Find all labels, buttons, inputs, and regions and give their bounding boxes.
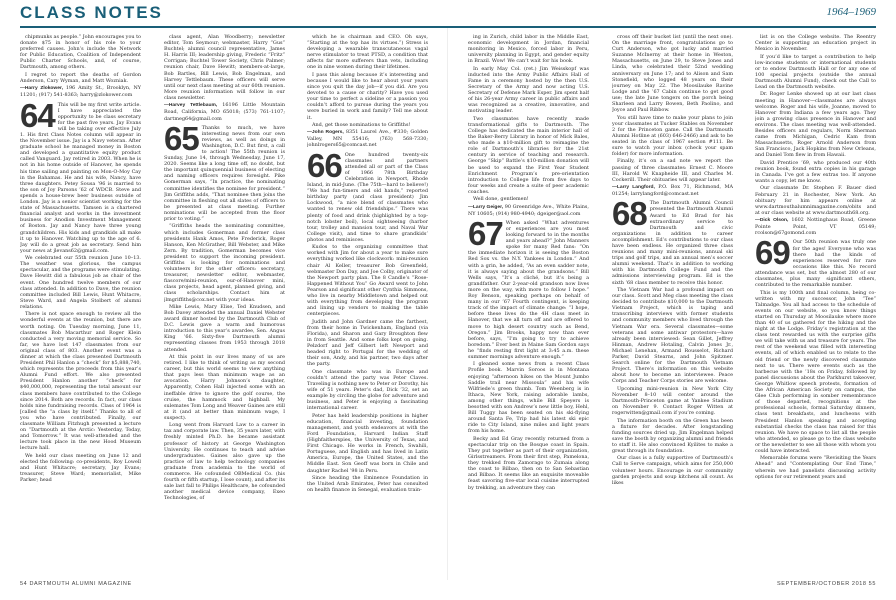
paragraph: David Prentice ’69, who produced our 40th reunion book, found extra copies in his garage in Canada. I’ve got a few extras too. If anyone wants a copy, let me know. xyxy=(755,159,876,185)
paragraph: “Griffiths heads the nominating committee, which includes Gomerman and former class presidents Hank Amos, Pete Frederick, Roger Hanson, Ken McGrather, Bill Webster, and Mike Zern. By tradition, Gomerman becomes vice president to support the incoming president. Griffiths is looking for nominations and volunteers for the other officers: secretary, treasurer, newsletter editor, webmaster, fiascore/mini-reunion, our-of-Hanover mini, class projects, head agent, planned giving, and class scholarships. Contact him at jlmgriffiths@cox.net with your ideas. xyxy=(164,223,285,303)
paragraph-text: The Dartmouth Alumni Council presented the Dartmouth Alumni Award to Ed Brad for his extraordinary service to Dartmouth and civic organizations in addition to career accomplishment. Ed’s contributions to our class have been endless. He organized three class reunions and many mini-reunions, annual ski trips and golf trips, and an annual men’s soccer alumni weekend. That’s in addition to working with his Dartmouth College Fund and the admissions interviewing program. Ed is the sixth ’68 class member to receive this honor. xyxy=(612,200,733,286)
paragraph: Our classmate Dr. Stephen F. Bauer died February 21 in Rochester, New York. An obituary for him appears online at www.dartmouthalumnimagazine.com/obits and at our class website at www.dartmouth68.org. xyxy=(755,185,876,216)
paragraph: We held our class meeting on June 12 and elected the following: co-presidents, Roy Lowell and Hunt Whitacre; secretary, Jay Evans; treasurer, Steve Ward; memorialist, Mike Parker; head xyxy=(20,452,141,484)
paragraph: Two classmates have recently made transformational gifts to Dartmouth. The College has dedicated the main interior hall of the Baker-Berry Library in honor of Mick Bales, who made a $10-million gift to reimagine the role of Dartmouth’s libraries for the 21st century in service of teaching and research. George “Skip” Battle’s $10-million donation will be used to expand the First Year Student Enrichment Program’s pre-orientation introduction to College life from five days to four weeks and create a suite of peer academic coaches. xyxy=(468,115,589,195)
paragraph: I gleaned some news from a recent Class Profile book. Marvin Soroos is in Montana enjoying “afternoon hikes on the Mount Jumbo Saddle trail near Missoula” and his wife Wilfriede’s green thumb. Tom Weenberg is in Ithaca, New York, raising adorable lambs, among other things, while Bill Speyers is besotted with son Andrew’s new little boy, Hehl, Bill Tuggy has been seated on his ski-flying around Santa Fe, Trip had his latest ski epic ride to City Island, nine miles and light years from his home. xyxy=(468,361,589,435)
class-year-number: 68 xyxy=(612,195,647,233)
secretary-name: —Harry Zlokower, xyxy=(20,86,63,92)
secretary-signoff xyxy=(307,129,428,148)
class-year-entry xyxy=(468,214,589,360)
paragraph: Since heading the Eminence Foundation in the United Arab Emirates, Peter has consulted on health finance in Senegal, evaluation train- xyxy=(307,474,428,494)
secretary-contact: 8351 Laurel Ave., #330; Golden Valley, MN 55416; (763) 568-7330; johnlrogers65@comcast.net xyxy=(307,129,428,149)
paragraph: And, get those nominations to Griffiths! xyxy=(312,121,411,128)
header-rule xyxy=(20,26,876,28)
paragraph: I regret to report the deaths of Gordon Anderson, Cary Wyman, and Matt Wozniak. xyxy=(20,71,141,84)
paragraph: Our class is a fully supportive of Dartmouth’s Call to Serve campaign, which aims for 250,000 volunteer hours. Encourage in our community garden projects and soup kitchens all count. As likes xyxy=(612,455,733,486)
paragraph: list is on the College website. The Reentry Center is supporting an education project in Mexico in November. xyxy=(755,34,876,53)
paragraph-text: Thanks to much, we have interesting news from our own reviews, as well as doings in Washington, D.C. But first, a call to action! The 55th reunion is Sunday, June 14, through Wednesday, June 17, 2020. Seems like a long time off, no doubt, but the important quinquennial business of electing and naming officers requires foresight. Pike Gomerman says, “In practice, the nominating committee identifies the nominee for president.” Jim Griffiths adds, “That nominee then joins the committee in fleshing out all slates of officers to be presented at class meeting. Further nominations will be accepted from the floor prior to voting.” xyxy=(164,124,285,223)
text-column-6 xyxy=(755,34,876,574)
paragraph: The Vietnam War had a profound impact on our class. Scott and Meg class meeting the class decided to contribute $10,000 to the Dartmouth Vietnam Project, which is taping and transcribing interviews with former students and community members who lived through the Vietnam War era. Several classmates—some veterans and some antiwar protestors—have already been interviewed: Sean Gillet, Jeffrey Hinman, Andrew Hotaling, Calvin Jones Jr., Michael Lenehan, Armand Rousselot, Richard Parker, David Stearns, and John Spitzner. Search online for the Dartmouth Vietnam Project. There’s information on this website about how to become an interviewee. Peace Corps and Teacher Corps stories are welcome. xyxy=(612,286,733,385)
secretary-contact: 16196 Little Mountain Road, California, MO 65018; (573) 761-1107; dartmeg64@gmail.com xyxy=(164,102,285,122)
secretary-name: —Larry Langford, xyxy=(612,185,655,191)
paragraph: class agent, Alan Woodberry; newsletter editor, Tom Seymour; webmaster, Harry “Gus” Buchtel; alumni council representative, James H. Harris III; leadership giving, Frederic “Fritz” Corrigan; Buchtel Tower Society, Chris Palmer; reunion chair, Dave Hewitt; members-at-large, Bob Bartles, Bill Lewis, Bob Engelman, and Harvey Tettlebaum. These officers will serve until our next class meeting at our 60th reunion. More reunion information will follow in our class newsletter. xyxy=(164,34,285,101)
paragraph: Memorable forums were “Revisiting the Years Ahead” and “Contemplating Our End Time,” wherein we had panelists discussing activity options for our retirement years and xyxy=(755,455,876,480)
paragraph-text: When asked “What adventures or experiences are you most looking forward to in the months and years ahead?” John Manners spoke for many Red fans: “On the immediate horizon it is seeing the Boston Red Sox vs. the N.Y. Yankees in London.” And with a grin, he added, “As an even sadder note, it is always saying about the grandsons.” Bill Wells says, “It’s a cliché, but it’s being a grandfather. Our 2-year-old grandson now lives more on the way, with more to follow I hope.” Roy Benson, speaking perhaps on behalf of many in our ’67 Fourth contingent, is keeping track of the impact of climate change: “I hope, before these lives do the 4H class meet in Hanover, that we all turn off and are offered to move to high desert country such as Bend, Oregon.” Jim Brooks, happy now than ever before, says, “I’m going to try to achieve boredom.” Ever best in Maine Sam Gordon says he “finds resting first light at 3:45 a.m. these summer mornings adventure enough.” xyxy=(468,219,589,360)
paragraph: chipmunks as people.” John encourages you to donate $75 in honor of his role to your preferred causes. John’s include the Network for Public Education, Coalition of Independent Public Charter Schools, and, of course, Dartmouth, among others. xyxy=(20,34,141,71)
secretary-signoff xyxy=(612,184,733,197)
paragraph: Peter has held leadership positions in higher education, financial investing, foundation management, and youth endeavors at with the Ford Foundation, Harvard Indian Staff (Highfaitherspies, the University of Texas, and First Chicago. He works in French, Swahili, Portuguese, and English and has lived in Latin America, Europe, the United States, and the Middle East. Son Geoff was born in Chile and daughter Rachel ’98 in Peru. xyxy=(307,412,428,474)
paragraph: Finally, it’s on a sad note we report the passing of three classmates: Ernest C. Moore III, Harold W. Knapheide III, and Charles M. Cockerill. Their obituaries will appear later. xyxy=(612,158,733,183)
footer-right: SEPTEMBER/OCTOBER 2018 55 xyxy=(777,581,876,587)
paragraph: Dr. Roger Lenke showed up at our last class meeting in Hanover—classmates are always welcome. Roger and his wife, Joanne, moved to Hanover from Indiana a few years ago. They join a growing class presence in Hanover and environs. The class meeting was well-attended. Besides officers and regulars, Norm Sherman came from Michigan, Cedric Kam from Massachusetts, Roger Arnold Anderson from San Francisco, Jack Hopkins from New Orleans, and Daniel Tom flew in from Hawaii. xyxy=(755,91,876,159)
paragraph: If you’d like to target a contribution to help low-income students or international students or to endow Dartmouth Hall or for any one of 100 special projects (outside the annual Dartmouth Alumni Fund), check out the Call to Lead on the Dartmouth website. xyxy=(755,53,876,91)
paragraph: Well done, gentlemen! xyxy=(473,196,529,203)
paragraph-text: Our 50th reunion was truly one for the ages! Everyone who was there had the kinds of experiences reserved for rare occasions like this. No record attendance was set, but the almost 280 of our classmates, plus many significant others, contributed to the remarkable number. xyxy=(755,239,876,289)
secretary-signoff xyxy=(20,85,141,98)
paragraph: Upcoming mini-reunion in New York City November 8–10 will center around the Dartmouth-Princeton game at Yankee Stadium on November 9. Contact Roger Witten at rogerwitten@gmail.com if you’re coming. xyxy=(612,385,733,417)
secretary-contact: 90 Greenridge Ave., White Plains, NY 10605; (914) 980-4940; dgeiger@aol.com xyxy=(468,203,589,217)
text-column-5 xyxy=(612,34,733,574)
paragraph: ing in Zurich, child labor in the Middle East, economic development in Jordan, financial monitoring in Mexico, forced labor in Peru, university planning in Egypt, and gender equity in Brazil. Wow! We can’t wait for his book. xyxy=(468,34,589,65)
class-year-entry xyxy=(612,195,733,286)
paragraph: There is not space enough to review all the wonderful events at the reunion, but there are worth noting. On Tuesday morning, June 11, classmates Bob Macarthur and Roger Klein conducted a very moving memorial service. So far, we have lost 147 classmates from our original class of 803. Another event was a dinner at which the class presented Dartmouth President Phil Hanlon a “check” for $5,888,740, which represents the proceeds from this year’s Alumni Fund effort. We also presented President Hanlon another “check” for $40,000,000, representing the total amount our class members have contributed to the College since 2014. Both are records. In fact, our class holds nine fundraising records. Class of 1964 is [called the “a class by itself.” Thanks to all of you who have contributed. Finally, our classmate William Fitzhugh presented a lecture on “Dartmouth at the Arctic: Yesterday, Today, and Tomorrow.” It was well-attended and the lecture took place in the new Hood Museum lecture hall. xyxy=(20,311,141,452)
class-year-number: 64 xyxy=(20,96,55,134)
secretary-signoff xyxy=(164,102,285,121)
paragraph: Kudos to the organizing committee that worked with Jim for about a year to make sure everything worked like clockwork: mini-reunion chair Al Keller, treasurer Bob Greenfield, webmaster Don Day, and Joe Colby, originator of the Newport party plan. The 8 Candle’s “Rose-Happened Without You” Go Award went to John Pearson and significant other Cynthia Simmons, who live in nearby Middletown and helped out with everything from developing the program and lining up vendors to making the table centerpieces. xyxy=(307,244,428,318)
class-year-entry xyxy=(164,119,285,223)
paragraph: Mike Lewis, Mary Elise, Ted Knudsen, and Bob Davey attended the annual Daniel Webster award dinner hosted by the Dartmouth Club of D.C. Lewis gave a warm and humorous introduction to this year’s awardee, Sen. Angus King ’66. Sixty-five Dartmouth alumni representing classes from 1953 through 2018 attended. xyxy=(164,303,285,353)
paragraph: We celebrated our 55th reunion June 10–13. The weather was glorious, the campus spectacular, and the programs were stimulating. Dave Hewitt did a fabulous job as chair of the event. One hundred twelve members of our class attended. In addition to Dave, the reunion committee included Bill Lewis, Hunt Whitacre, Steve Ward, and Angela Stolbert of alumni relations. xyxy=(20,255,141,310)
paragraph: which he is chairman and CEO. Oh says, “Starting at the top has its virtues.”) Stress is developing a wearable transcutaneous vagal nerve stimulator to treat PTSD, a condition that affects far more sufferers than vets, including one in nine women during their lifetimes. xyxy=(307,34,428,71)
secretary-contact: 196 Amity St., Brooklyn, NY 11201; (917) 541-8363; harry@zlokower.com xyxy=(20,85,141,99)
text-column-2 xyxy=(164,34,285,574)
paragraph: Long went from Harvard Law to a career in tax and corporate law. Then, 35 years later, with freshly minted Ph.D. he became assistant professor of history at George Washington University. He continues to teach and advise undergraduates. Gaines also gave up the practice of law to help technology companies graduate from academia to the world of commerce. He cofounded OBMedical Co. (his fourth or fifth startup, I lose count), and after its sale last fall to Philips Healthcare, he cofounded another medical device company, Exeo Technologies, of xyxy=(164,422,285,502)
secretary-name: —John Rogers, xyxy=(307,130,344,136)
text-column-1 xyxy=(20,34,141,574)
class-year-number: 65 xyxy=(164,119,199,157)
paragraph: One classmate who was in Europe and couldn’t attend the party was Peter Claves. Traveling is nothing new to Peter or Dorothy, his wife of 51 years. Peter’s dad, Dick ’32, set an example by circling the globe for adventure and business, and Peter is enjoying a fascinating international career. xyxy=(307,368,428,412)
secretary-signoff xyxy=(468,204,589,217)
class-years-range: 1964–1969 xyxy=(826,6,876,18)
secretary-contact: P.O. Box 71, Richmond, MA 01254; larrylangford@comcast.net xyxy=(612,184,733,198)
secretary-name: —Larry Geiger, xyxy=(468,204,504,210)
class-year-entry xyxy=(307,146,428,243)
class-year-entry xyxy=(20,96,141,254)
text-column-4 xyxy=(468,34,589,574)
paragraph-text: This will be my first write article. I have appreciated the opportunity to be class secretary for the past five years. Jay Evans will be taking over effective July 1. His first Class Notes column will appear in the November issue. Jay is a Navy veteran. After graduate school he managed money in Boston and developed a quantitative equity product called Vanguard. Jay retired in 2003. When he is not in his home outside of Hanover, he spends his time sailing and painting on Mon-O-Moy Cay in the Bahamas. He and his wife, Nancy, have three daughters. Petey Sousa ’96 is married to the son of Joy Parsons ’62 of WDCB. Steve and spends a house-brew beer business outside of London. Jay is a senior scientist working for the state of Massachusetts. Tamsen is a chartered financial analyst and works in the investment business for Anodion Investment Management of Boston. Jay and Nancy have three young grandchildren. His kids and grandkids all make it up to Hanover. Watching up to the age of 6. Jay will do a great job as secretary. Send him your news at jlevans62@gmail.com. xyxy=(20,101,141,254)
paragraph: Judith and John Gardner came the farthest, from their home in Twickenham, England (via Florida), and Sharon and Gary Broughton flew in from Seattle. And some folks kept on going. Pelzdorf and Jeff Gilbert left Newport and headed right to Portugal for the wedding of their son, Andy, and his partner, two days after the party. xyxy=(307,318,428,368)
paragraph: This is my 100th and final column, being co-written with my successor, John “Tee” Talmadge. You all had access to the schedule of events on our website, so you know things started on Thursday at Moosilauke where more than 40 of us gathered for the hiking and the night at the Lodge. Friday’s registration at the class tent rewarded us with the surprise gifts we will take with us and treasure for years. The rest of the weekend was filled with interesting events, all of which enabled us to relate to the old friend or the newly discovered classmate next to us. There were events such as the barbecue with the ’18s on Friday, followed by panel discussions about the Parkhurst takeover, George Whitlow speech protests, formation of the African American Society on campus, the Glee Club performing in somber remembrance of those departed, recognitions at the professional schools, formal Saturday dinners, class tent breakfasts, and luncheons with President Hanlon speaking and accepting substantial checks the class has raised for this reunion. We have no space to list all the people who attended, so please go to the class website or the newsletter to see all those with whom you could have interacted. xyxy=(755,289,876,454)
page-gutter xyxy=(447,28,448,580)
secretary-contact: 1602 Nottinghaus Road, Greene Pointe Point, VT 05149; rcolson@67gomond.com xyxy=(755,217,876,237)
footer-left: 54 DARTMOUTH ALUMNI MAGAZINE xyxy=(20,581,132,587)
paragraph: cross off their bucket list (until the next one). On the marriage front, congratulations go to Curt Anderson, who got lucky and married Suzanne McInerny at their home in Weston, Massachusetts, on June 29, to Steve Jones and Linda, who celebrated their 52nd wedding anniversary on June 17; and to Alison and Sam Stonefield, who logged 48 years on their journey on May 22. The Moosilauke Ravine Lodge and the ’67 Cabin continue to get good use; the late June tongers on the porch being Sharleen and Larry Bowen, Beth Paolino, and Joyce and Paul Ribbow. xyxy=(612,34,733,114)
paragraph: Becky and Ed Gray recently returned from a spectacular trip on the Bosque coast in Spain. They put together as part of their organization, Girlsstreamers. From their first step, Pamelona, they trekked from Zamorago to Zumaia along the coast to Bilbao, then on to San Sebastian and Bilbao. It seems like an exquisite moveable feast savoring five-star local cuisine interrupted by trekking, an adventure they can xyxy=(468,435,589,491)
class-year-entry xyxy=(755,234,876,289)
section-title: CLASS NOTES xyxy=(20,3,163,22)
paragraph: In early May Col. (ret.) Jim Weisskopf was inducted into the Army Public Affairs Hall of Fame in a ceremony hosted by the then U.S. Secretary of the Army and now acting U.S. Secretary of Defense Mark Esper. Jim spent half of his 26-year Army career in public affairs and was recognized as a creative, innovative, and motivating leader. xyxy=(468,65,589,115)
paragraph: I pass this along because it’s interesting and because I would like to hear about your years since you quit the day job—if you did. Are you devoted to a cause or charity? Have you used your time to perfect a sideline or a passion you couldn’t afford to pursue during the years you were buried in work and family? Tell me about it. xyxy=(307,71,428,121)
paragraph: The information booth on the Green has been a fixture for decades. After longstanding funding sources dried up, Jim Engelman helped save the booth by organizing alumni and friends to staff it. He also convinced Kyilites to make a great through its foundation. xyxy=(612,417,733,454)
text-column-3 xyxy=(307,34,428,574)
class-year-number: 67 xyxy=(468,214,503,252)
paragraph-text: One hundred twenty-six classmates and partners attended all or part of the Class of 1966 78th Birthday Celebration in Newport, Rhode Island, in mid-June. (The 75th—hard to believe!) “We had fun-timers and old hands,” reported birthday party (and class president) Jim Lockwood, “a nice blend of classmates who wanted to renew old friendships.” There was plenty of food and drink (highlighted by a top-notch lobster boil), local sightseeing (harbor tour, trolley and mansion tour, and Naval War College visit), and time to share grandkids’ photos and reminisces. xyxy=(307,151,428,243)
secretary-name: —Harvey Tettlebaum, xyxy=(164,103,218,109)
class-year-number: 69 xyxy=(755,234,790,272)
page-header xyxy=(0,0,896,34)
class-year-number: 66 xyxy=(307,146,342,184)
secretary-name: —Dick Olson, xyxy=(755,218,789,224)
paragraph: You still have time to make your plans to join your classmates at Tucker Stables on November 2 for the Princeton game. Call the Dartmouth Alumni Hotline at (603) 646-2466) and ask to be seated in the class of 1967 section #111. Be sure to watch your inbox (check your spam folder) for more information. xyxy=(612,114,733,158)
paragraph: At this point in our lives many of us are retired. I like to think of writing as my second career, but this world seems to view anything that pays less than minimum wage as an avocation. Harry Johnson’s daughter, Apparently, Cohen Hall injected some with an ineffable drive to ignore the golf course, the cruise, the hammock and highball. My sulemates Tom Long and Weaver Gaines are still at it (and at better than minimum wage, I suspect). xyxy=(164,353,285,421)
secretary-signoff xyxy=(755,217,876,236)
